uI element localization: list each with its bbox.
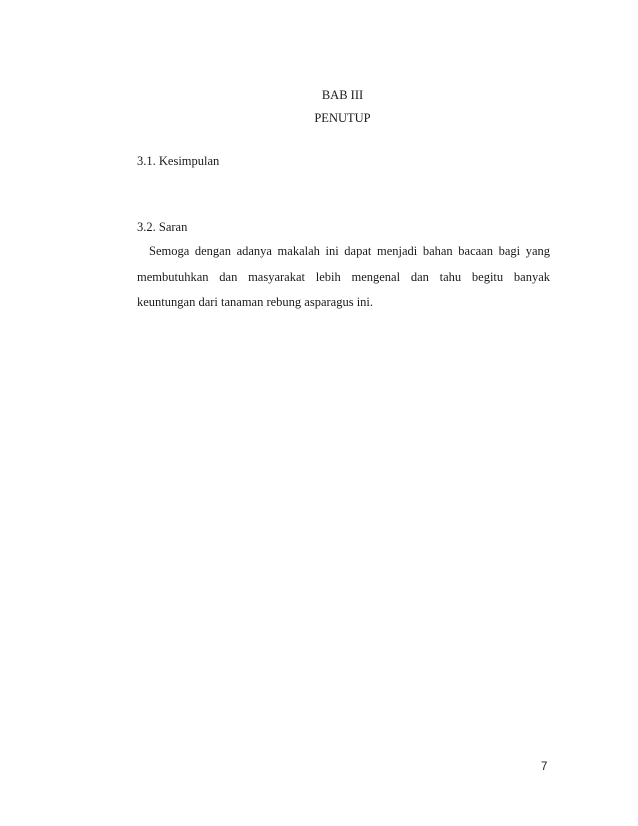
page-number: 7 [541,761,548,773]
section-heading-saran: 3.2. Saran [137,220,188,234]
section-heading-kesimpulan: 3.1. Kesimpulan [137,154,220,168]
saran-paragraph: Semoga dengan adanya makalah ini dapat menjadi bahan bacaan bagi yang membutuhkan dan masyarakat lebih mengenal dan tahu begitu banyak keuntungan dari tanaman rebung asparagus ini. [137,244,550,309]
chapter-label: BAB III [321,88,364,102]
chapter-title: PENUTUP [314,111,371,125]
